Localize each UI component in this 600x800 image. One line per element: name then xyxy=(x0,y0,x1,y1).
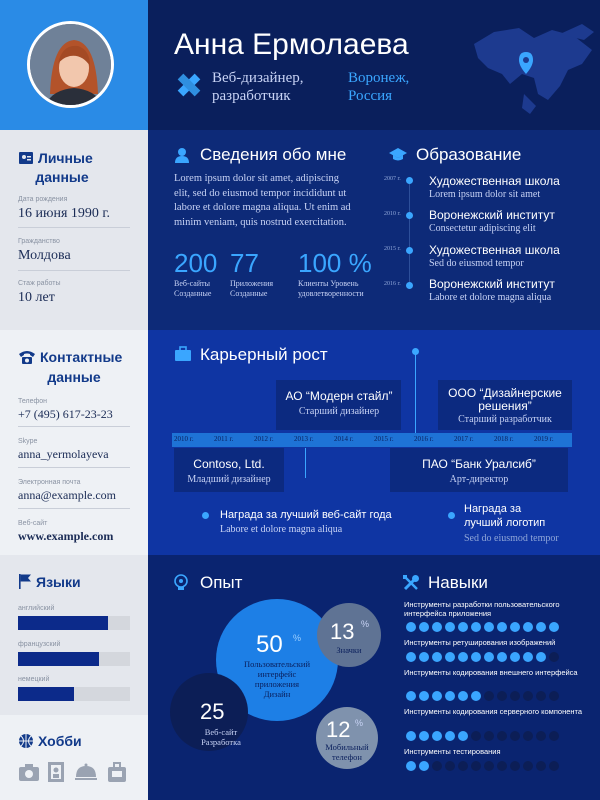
timeline-dot xyxy=(406,247,413,254)
timeline-dot xyxy=(406,212,413,219)
citizenship-value: Молдова xyxy=(18,248,71,263)
birth-value: 16 июня 1990 г. xyxy=(18,206,111,221)
year-label: 2015 г. xyxy=(374,435,394,443)
about-education-band xyxy=(148,130,600,330)
skill-dot xyxy=(484,652,494,662)
birth-label: Дата рождения xyxy=(18,196,68,203)
year-label: 2019 г. xyxy=(534,435,554,443)
about-text: Lorem ipsum dolor sit amet, adipiscing elit, sed do eiusmod tempor incididunt ut labore et dolore magna aliqua. Ut enim ad minim veniam, quis nostrud exercitation. xyxy=(174,173,351,228)
education-desc: Sed do eiusmod tempor xyxy=(429,258,524,269)
language-bar xyxy=(18,687,130,701)
education-desc: Consectetur adipiscing elit xyxy=(429,223,536,234)
skill-dot xyxy=(549,761,559,771)
skill-dot xyxy=(523,731,533,741)
skill-dot xyxy=(536,622,546,632)
bubble-value: 25 xyxy=(200,699,225,724)
skill-dot xyxy=(471,691,481,701)
skill-dot xyxy=(406,731,416,741)
skill-name: Инструменты разработки пользовательского интерфейса приложения xyxy=(404,600,560,618)
ruler-pencil-icon xyxy=(174,70,204,100)
bubble-unit: % xyxy=(355,718,364,728)
skill-dot xyxy=(471,731,481,741)
job-position: Арт-директор xyxy=(449,474,509,485)
citizenship-label: Гражданство xyxy=(18,238,60,245)
hobbies-section xyxy=(0,715,148,800)
education-school: Художественная школа xyxy=(429,243,560,257)
skill-dot xyxy=(471,761,481,771)
user-icon xyxy=(174,147,190,163)
job-company: ООО “Дизайнерские решения” xyxy=(448,386,562,413)
graduation-cap-icon xyxy=(388,147,408,163)
education-desc: Lorem ipsum dolor sit amet xyxy=(429,189,541,200)
skill-dot xyxy=(471,652,481,662)
skill-dot xyxy=(484,691,494,701)
job-company: АО “Модерн стайл” xyxy=(285,389,393,403)
skill-dot xyxy=(419,652,429,662)
skill-dot xyxy=(549,691,559,701)
year-label: 2016 г. xyxy=(414,435,434,443)
skill-dot xyxy=(523,691,533,701)
education-year: 2007 г. xyxy=(384,176,401,182)
skill-dot xyxy=(549,652,559,662)
skill-dot xyxy=(497,761,507,771)
award-dot xyxy=(202,512,209,519)
skill-dot xyxy=(458,622,468,632)
lightbulb-icon xyxy=(174,574,188,592)
skill-dot xyxy=(549,622,559,632)
skill-dot xyxy=(536,731,546,741)
skill-dot xyxy=(458,652,468,662)
bubble-value: 13 xyxy=(330,619,355,644)
marker-dot xyxy=(412,348,419,355)
skill-dot xyxy=(497,731,507,741)
timeline-dot xyxy=(406,177,413,184)
skill-dot xyxy=(445,652,455,662)
language-name: немецкий xyxy=(18,676,50,683)
skills-title: Навыки xyxy=(428,573,488,592)
phone-icon xyxy=(18,349,36,365)
education-title: Образование xyxy=(416,145,522,164)
stat-label: Веб-сайты Созданные xyxy=(174,279,212,298)
avatar xyxy=(27,21,114,108)
skill-dot xyxy=(484,622,494,632)
education-year: 2010 г. xyxy=(384,211,401,217)
skill-dot xyxy=(510,731,520,741)
stat-label: Приложения Созданные xyxy=(230,279,274,298)
award-desc: Sed do eiusmod tempor xyxy=(464,533,559,544)
career-title: Карьерный рост xyxy=(200,345,328,364)
skill-dot xyxy=(484,731,494,741)
skill-dot xyxy=(549,731,559,741)
marker-line xyxy=(415,352,416,436)
skill-name: Инструменты тестирования xyxy=(404,747,501,756)
flag-icon xyxy=(18,573,32,589)
stat-value: 100 % xyxy=(298,248,372,278)
photo-panel xyxy=(0,0,148,130)
contacts-section xyxy=(0,330,148,555)
skill-dot xyxy=(432,761,442,771)
camera-icon xyxy=(18,762,40,782)
skill-dot xyxy=(432,652,442,662)
skill-dot xyxy=(406,652,416,662)
bubble-value: 12 xyxy=(326,717,351,742)
bubble-unit: % xyxy=(293,633,302,643)
about-title: Сведения обо мне xyxy=(200,145,347,164)
id-card-icon xyxy=(18,150,34,166)
divider xyxy=(18,227,130,228)
personal-section xyxy=(0,130,148,330)
award-dot xyxy=(448,512,455,519)
skill-dot xyxy=(406,761,416,771)
skill-dot xyxy=(510,761,520,771)
skill-dot xyxy=(406,691,416,701)
bubble-unit: % xyxy=(361,619,370,629)
job-position: Младший дизайнер xyxy=(187,474,271,485)
skill-dot xyxy=(484,761,494,771)
skill-dot xyxy=(536,652,546,662)
phone-value[interactable]: +7 (495) 617-23-23 xyxy=(18,407,113,421)
website-value[interactable]: www.example.com xyxy=(18,529,114,543)
stat-value: 200 xyxy=(174,248,218,278)
year-label: 2013 г. xyxy=(294,435,314,443)
education-year: 2015 г. xyxy=(384,246,401,252)
bubble-value: 50 xyxy=(256,631,283,658)
skill-dot xyxy=(471,622,481,632)
skill-dot xyxy=(419,622,429,632)
education-school: Воронежский институт xyxy=(429,277,555,291)
language-level xyxy=(18,652,99,666)
personal-title-line2: данные xyxy=(35,169,89,185)
award-desc: Labore et dolore magna aliqua xyxy=(220,524,343,535)
divider xyxy=(18,270,130,271)
skill-dot xyxy=(419,731,429,741)
divider xyxy=(18,467,130,468)
skill-dot xyxy=(458,761,468,771)
skill-name: Инструменты кодирования серверного компонента xyxy=(404,707,583,716)
divider xyxy=(18,508,130,509)
skype-label: Skype xyxy=(18,438,38,445)
job-position: Старший разработчик xyxy=(458,414,552,425)
hobbies-title: Хобби xyxy=(38,733,82,749)
language-name: английский xyxy=(18,605,55,612)
skill-dot xyxy=(523,622,533,632)
skill-dot xyxy=(445,691,455,701)
email-value[interactable]: anna@example.com xyxy=(18,488,117,502)
job-company: Contoso, Ltd. xyxy=(193,457,265,471)
briefcase-icon xyxy=(174,346,192,362)
award-title: Награда за лучший веб-сайт года xyxy=(220,509,392,521)
person-name: Анна Ермолаева xyxy=(174,28,409,61)
education-desc: Labore et dolore magna aliqua xyxy=(429,292,552,303)
city-line2: Россия xyxy=(348,88,393,104)
year-label: 2012 г. xyxy=(254,435,274,443)
skill-dot xyxy=(445,731,455,741)
education-school: Воронежский институт xyxy=(429,208,555,222)
skill-dot xyxy=(432,622,442,632)
skill-dot xyxy=(510,622,520,632)
phone-label: Телефон xyxy=(18,398,48,405)
job-card xyxy=(276,380,401,430)
food-cloche-icon xyxy=(74,762,98,782)
role-line1: Веб-дизайнер, xyxy=(212,70,304,86)
portrait-frame-icon xyxy=(46,761,66,783)
year-label: 2017 г. xyxy=(454,435,474,443)
timeline-dot xyxy=(406,282,413,289)
experience-value: 10 лет xyxy=(18,290,55,305)
contacts-title-line2: данные xyxy=(47,369,101,385)
skill-dot xyxy=(497,691,507,701)
skype-value[interactable]: anna_yermolayeva xyxy=(18,447,109,461)
experience-label: Стаж работы xyxy=(18,280,61,287)
skill-dot xyxy=(419,691,429,701)
suitcase-icon xyxy=(106,761,128,783)
year-label: 2010 г. xyxy=(174,435,194,443)
skill-dot xyxy=(536,761,546,771)
skill-dot xyxy=(510,652,520,662)
bubble-label: Значки xyxy=(336,645,362,655)
header xyxy=(148,0,600,130)
skill-dot xyxy=(419,761,429,771)
job-position: Старший дизайнер xyxy=(298,406,380,417)
city-line1: Воронеж, xyxy=(348,70,410,86)
contacts-title-line1: Контактные xyxy=(40,349,123,365)
skill-dot xyxy=(458,691,468,701)
skill-dot xyxy=(497,622,507,632)
skill-name: Инструменты кодирования внешнего интерфейса xyxy=(404,668,578,677)
experience-title: Опыт xyxy=(200,573,243,592)
role-line2: разработчик xyxy=(212,88,291,104)
education-school: Художественная школа xyxy=(429,174,560,188)
year-axis-labels xyxy=(172,433,572,447)
skill-dot xyxy=(458,731,468,741)
website-label: Веб-сайт xyxy=(18,520,48,527)
personal-title-line1: Личные xyxy=(38,150,93,166)
skill-dot xyxy=(510,691,520,701)
year-label: 2018 г. xyxy=(494,435,514,443)
bubble-label: Пользовательский интерфейс приложения Дизайн xyxy=(244,659,311,699)
skill-dot xyxy=(497,652,507,662)
skill-dot xyxy=(445,761,455,771)
bubble-label: Веб-сайт Разработка xyxy=(201,727,241,747)
education-year: 2016 г. xyxy=(384,281,401,287)
bubble-label: Мобильный телефон xyxy=(325,742,369,762)
skill-dot xyxy=(536,691,546,701)
experience-skills-band xyxy=(148,555,600,800)
language-bar xyxy=(18,616,130,630)
career-band xyxy=(148,330,600,555)
map-icon xyxy=(464,14,600,118)
language-name: французский xyxy=(18,641,61,648)
skill-dot xyxy=(432,731,442,741)
email-label: Электронная почта xyxy=(18,479,81,486)
languages-section xyxy=(0,555,148,715)
skill-dot xyxy=(523,652,533,662)
skill-dot xyxy=(406,622,416,632)
language-bar xyxy=(18,652,130,666)
marker-line xyxy=(305,448,306,478)
skill-dot xyxy=(432,691,442,701)
education-timeline xyxy=(409,177,410,289)
skill-name: Инструменты ретуширования изображений xyxy=(404,638,556,647)
skill-dot xyxy=(445,622,455,632)
stat-label: Клиенты Уровень удовлетворенности xyxy=(298,279,364,298)
stat-value: 77 xyxy=(230,248,259,278)
year-label: 2014 г. xyxy=(334,435,354,443)
skill-dot xyxy=(523,761,533,771)
tools-icon xyxy=(402,574,420,592)
divider xyxy=(18,426,130,427)
year-label: 2011 г. xyxy=(214,435,234,443)
basketball-icon xyxy=(18,733,34,749)
language-level xyxy=(18,687,74,701)
language-level xyxy=(18,616,108,630)
languages-title: Языки xyxy=(36,574,81,590)
award-title: Награда за лучший логотип xyxy=(464,503,546,529)
job-company: ПАО “Банк Уралсиб” xyxy=(422,457,536,471)
